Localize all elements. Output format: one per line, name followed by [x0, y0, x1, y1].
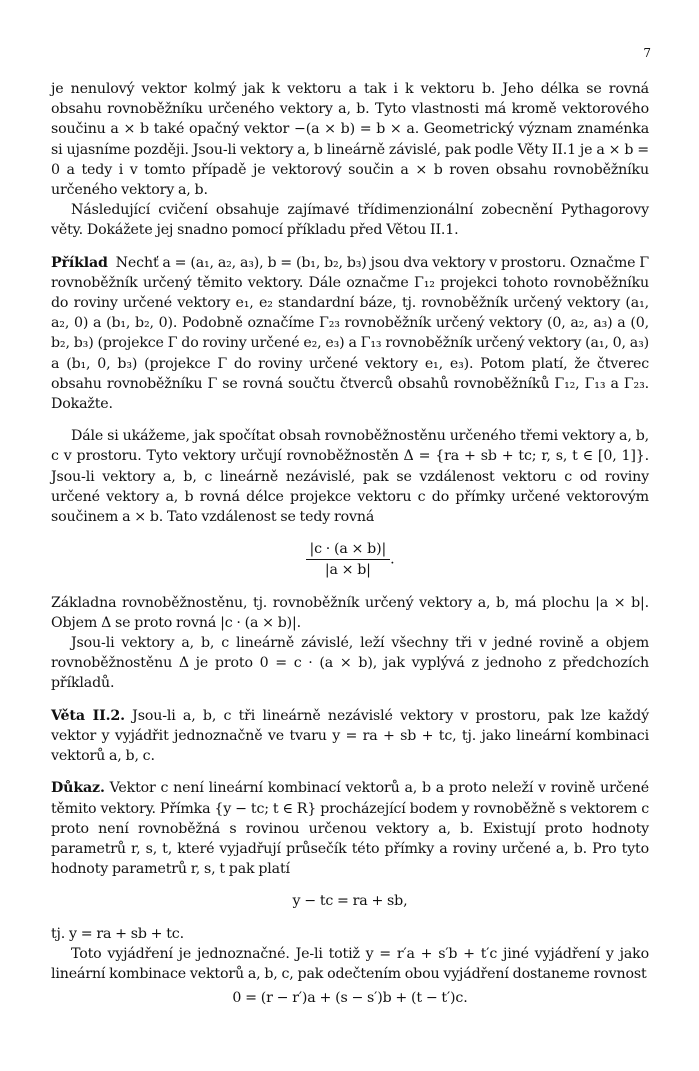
formula-line-equation: y − tc = ra + sb, [292, 893, 408, 910]
proof-paragraph [51, 778, 649, 879]
paragraph-result: tj. y = ra + sb + tc. [51, 925, 184, 942]
formula-distance [51, 539, 649, 580]
theorem-text: Jsou-li a, b, c tři lineárně nezávislé vektory v prostoru, pak lze každý vektor y vyjádřit jednoznačně ve tvaru y = ra + sb + tc, tj. jako lineární kombinaci vektorů a, b, c. [51, 707, 649, 765]
fraction-denominator: |a × b| [324, 562, 371, 579]
theorem-paragraph [51, 706, 649, 767]
paragraph-dependent-case: Jsou-li vektory a, b, c lineárně závislé, leží všechny tři v jedné rovině a objem rovnoběžnostěnu Δ je proto 0 = c · (a × b), jak vyplývá z jednoho z předchozích příkladů. [51, 635, 649, 692]
page-content [51, 79, 649, 1020]
example-paragraph [51, 253, 649, 415]
formula-period: . [390, 551, 395, 568]
proof-label: Důkaz. [51, 780, 105, 797]
proof-text: Vektor c není lineární kombinací vektorů a, b a proto neleží v rovině určené těmito vektory. Přímka {y − tc; t ∈ R} procházející bodem y rovnoběžně s vektorem c proto není rovnoběžná s rovinou určenou vektory a, b. Existují proto hodnoty parametrů r, s, t, které vyjadřují průsečík této přímky a roviny určené a, b. Pro tyto hodnoty parametrů r, s, t pak platí [51, 780, 649, 878]
fraction-numerator: |c · (a × b)| [306, 539, 391, 560]
formula-zero-combination: 0 = (r − r′)a + (s − s′)b + (t − t′)c. [232, 990, 468, 1007]
paragraph-cross-product: je nenulový vektor kolmý jak k vektoru a tak i k vektoru b. Jeho délka se rovná obsahu rovnoběžníku určeného vektory a, b. Tyto vlastnosti má kromě vektorového součinu a × b také opačný vektor −(a × b) = b × a. Geometrický význam znaménka si ujasníme později. Jsou-li vektory a, b lineárně závislé, pak podle Věty II.1 je a × b = 0 a tedy i v tomto případě je vektorový součin a × b roven obsahu rovnoběžníku určeného vektory a, b. [51, 81, 649, 199]
example-text: Nechť a = (a₁, a₂, a₃), b = (b₁, b₂, b₃) jsou dva vektory v prostoru. Označme Γ rovnoběžník určený těmito vektory. Dále označme Γ₁₂ projekci tohoto rovnoběžníku do roviny určené vektory e₁, e₂ standardní báze, tj. rovnoběžník určený vektory (a₁, a₂, 0) a (b₁, b₂, 0). Podobně označíme Γ₂₃ rovnoběžník určený vektory (0, a₂, a₃) a (0, b₂, b₃) (projekce Γ do roviny určené e₂, e₃) a Γ₁₃ rovnoběžník určený vektory (a₁, 0, a₃) a (b₁, 0, b₃) (projekce Γ do roviny určené vektory e₁, e₃). Potom platí, že čtverec obsahu rovnoběžníku Γ se rovná součtu čtverců obsahů rovnoběžníků Γ₁₂, Γ₁₃ a Γ₂₃. Dokažte. [51, 254, 649, 413]
paragraph-parallelepiped: Dále si ukážeme, jak spočítat obsah rovnoběžnostěnu určeného třemi vektory a, b, c v prostoru. Tyto vektory určují rovnoběžnostěn Δ = {ra + sb + tc; r, s, t ∈ [0, 1]}. Jsou-li vektory a, b, c lineárně nezávislé, pak se vzdálenost vektoru c od roviny určené vektory a, b rovná délce projekce vektoru c do přímky určené vektorovým součinem a × b. Tato vzdálenost se tedy rovná [51, 428, 649, 526]
paragraph-pythagoras-intro: Následující cvičení obsahuje zajímavé třídimenzionální zobecnění Pythagorovy věty. Dokážete jej snadno pomocí příkladu před Větou II.1. [51, 202, 649, 239]
example-label: Příklad [51, 254, 108, 271]
page-number: 7 [643, 46, 651, 60]
paragraph-base-volume: Základna rovnoběžnostěnu, tj. rovnoběžník určený vektory a, b, má plochu |a × b|. Objem Δ se proto rovná |c · (a × b)|. [51, 594, 649, 631]
theorem-label: Věta II.2. [51, 707, 125, 724]
fraction [306, 539, 391, 580]
paragraph-uniqueness: Toto vyjádření je jednoznačné. Je-li totiž y = r′a + s′b + t′c jiné vyjádření y jako lineární kombinace vektorů a, b, c, pak odečtením obou vyjádření dostaneme rovnost [51, 945, 649, 982]
